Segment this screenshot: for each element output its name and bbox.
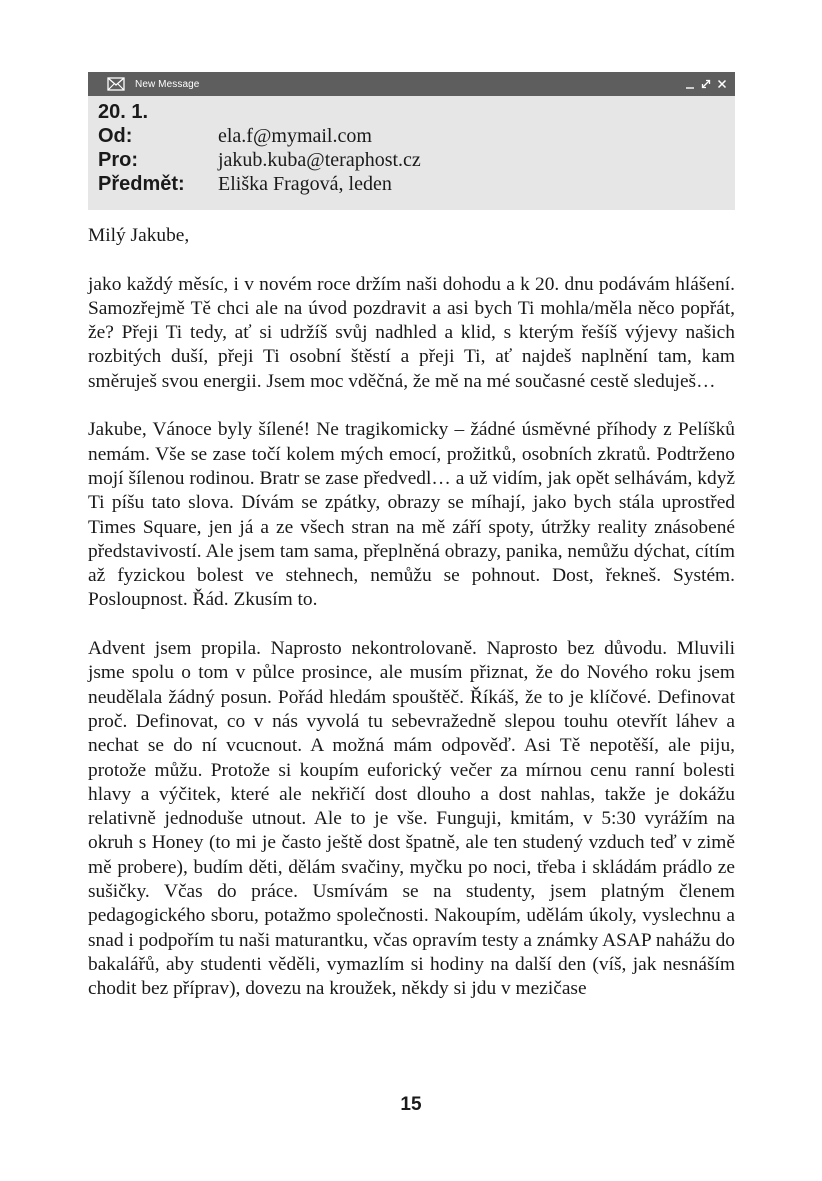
window-controls xyxy=(685,79,727,89)
subject-row xyxy=(98,173,735,197)
close-icon[interactable] xyxy=(717,79,727,89)
minimize-icon[interactable] xyxy=(685,79,695,89)
letter-body xyxy=(88,224,735,1026)
page-number: 15 xyxy=(400,1094,422,1115)
envelope-icon xyxy=(107,77,125,91)
subject-value: Eliška Fragová, leden xyxy=(218,173,392,195)
to-row xyxy=(98,149,735,173)
email-headers xyxy=(88,96,735,197)
to-label: Pro: xyxy=(98,149,138,171)
letter-greeting: Milý Jakube, xyxy=(88,225,190,246)
from-value: ela.f@mymail.com xyxy=(218,125,372,147)
to-value: jakub.kuba@teraphost.cz xyxy=(218,149,421,171)
letter-paragraph-2: Jakube, Vánoce byly šílené! Ne tragikomicky – žádné úsměvné příhody z Pelíšků nemám. Vše se zase točí kolem mých emocí, prožitků, osobních zkratů. Podtrženo mojí šílenou rodinou. Bratr se zase předvedl… a už vidím, jak opět selhávám, když Ti píšu tato slova. Dívám se zpátky, obrazy se míhají, jako bych stála uprostřed Times Square, jen já a ze všech stran na mě září spoty, útržky reality znásobené představivostí. Ale jsem tam sama, přeplněná obrazy, panika, nemůžu dýchat, cítím až fyzickou bolest ve stehnech, nemůžu se pohnout. Dost, řekneš. Systém. Posloupnost. Řád. Zkusím to. xyxy=(88,419,735,611)
letter-paragraph-3: Advent jsem propila. Naprosto nekontrolovaně. Naprosto bez důvodu. Mluvili jsme spolu o tom v půlce prosince, ale musím přiznat, že do Nového roku jsem neudělala žádný posun. Pořád hledám spouštěč. Říkáš, že to je klíčové. Definovat proč. Definovat, co v nás vyvolá tu sebevražedně slepou touhu otevřít láhev a nechat se do ní vcucnout. A možná mám odpověď. Asi Tě nepotěší, ale piju, protože můžu. Protože si koupím euforický večer za mírnou cenu ranní bolesti hlavy a výčitek, které ale nekřičí dost dlouho a dost nahlas, takže je dokážu relativně jednoduše utnout. Ale to je vše. Funguji, kmitám, v 5:30 vyrážím na okruh s Honey (to mi je často ještě dost špatně, ale ten studený vzduch teď v zimě mě probere), budím děti, dělám svačiny, myčku po noci, třeba i skládám prádlo ze sušičky. Včas do práce. Usmívám se na studenty, jsem platným členem pedagogického sboru, potažmo společnosti. Nakoupím, udělám úkoly, vyslechnu a snad i podpořím tu naši maturantku, včas opravím testy a známky ASAP nahážu do bakalářů, aby studenti věděli, vymazlím si hodiny na další den (víš, jak nesnáším chodit bez příprav), dovezu na kroužek, někdy si jdu v mezičase xyxy=(88,638,735,1000)
letter-paragraph-1: jako každý měsíc, i v novém roce držím naši dohodu a k 20. dnu podávám hlášení. Samozřejmě Tě chci ale na úvod pozdravit a asi bych Ti mohla/měla něco popřát, že? Přeji Ti tedy, ať si udržíš svůj nadhled a klid, s kterým řešíš výjevy našich rozbitých duší, přeji Ti osobní štěstí a přeji Ti, ať najdeš naplnění tam, kam směruješ svou energii. Jsem moc vděčná, že mě na mé současné cestě sleduješ… xyxy=(88,273,735,392)
expand-icon[interactable] xyxy=(701,79,711,89)
subject-label: Předmět: xyxy=(98,173,185,195)
from-row xyxy=(98,125,735,149)
date-row xyxy=(98,101,735,125)
from-label: Od: xyxy=(98,125,133,147)
window-title: New Message xyxy=(135,78,200,90)
email-date: 20. 1. xyxy=(98,101,149,123)
window-titlebar xyxy=(88,72,735,96)
email-window xyxy=(88,72,735,210)
